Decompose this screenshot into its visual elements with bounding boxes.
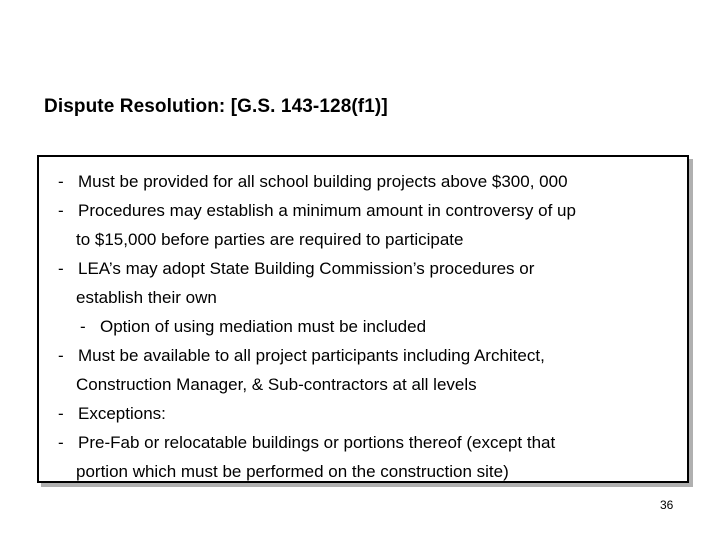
bullet-item xyxy=(58,428,576,457)
bullet-text: Procedures may establish a minimum amount in controversy of up xyxy=(78,201,576,220)
bullet-continuation-text: establish their own xyxy=(76,288,217,307)
bullet-text: Exceptions: xyxy=(78,404,166,423)
bullet-dash: - xyxy=(58,201,64,220)
bullet-text: Must be provided for all school building projects above $300, 000 xyxy=(78,172,568,191)
sub-bullet-item xyxy=(58,312,576,341)
bullet-item xyxy=(58,196,576,225)
bullet-continuation xyxy=(58,457,576,486)
bullet-item xyxy=(58,399,576,428)
bullet-item xyxy=(58,254,576,283)
bullet-text: LEA’s may adopt State Building Commission’s procedures or xyxy=(78,259,535,278)
slide-title: Dispute Resolution: [G.S. 143-128(f1)] xyxy=(44,96,388,117)
bullet-continuation-text: to $15,000 before parties are required to participate xyxy=(76,230,464,249)
bullet-text: Must be available to all project participants including Architect, xyxy=(78,346,545,365)
bullet-dash: - xyxy=(80,317,86,336)
bullet-text: Pre-Fab or relocatable buildings or portions thereof (except that xyxy=(78,433,556,452)
bullet-dash: - xyxy=(58,346,64,365)
bullet-dash: - xyxy=(58,433,64,452)
bullet-list xyxy=(58,167,576,486)
page-number: 36 xyxy=(660,498,674,512)
bullet-continuation xyxy=(58,283,576,312)
bullet-continuation-text: Construction Manager, & Sub-contractors at all levels xyxy=(76,375,477,394)
bullet-dash: - xyxy=(58,172,64,191)
bullet-continuation-text: portion which must be performed on the construction site) xyxy=(76,462,509,481)
bullet-continuation xyxy=(58,225,576,254)
bullet-dash: - xyxy=(58,259,64,278)
bullet-item xyxy=(58,167,576,196)
bullet-continuation xyxy=(58,370,576,399)
bullet-item xyxy=(58,341,576,370)
bullet-text: Option of using mediation must be included xyxy=(100,317,427,336)
bullet-dash: - xyxy=(58,404,64,423)
